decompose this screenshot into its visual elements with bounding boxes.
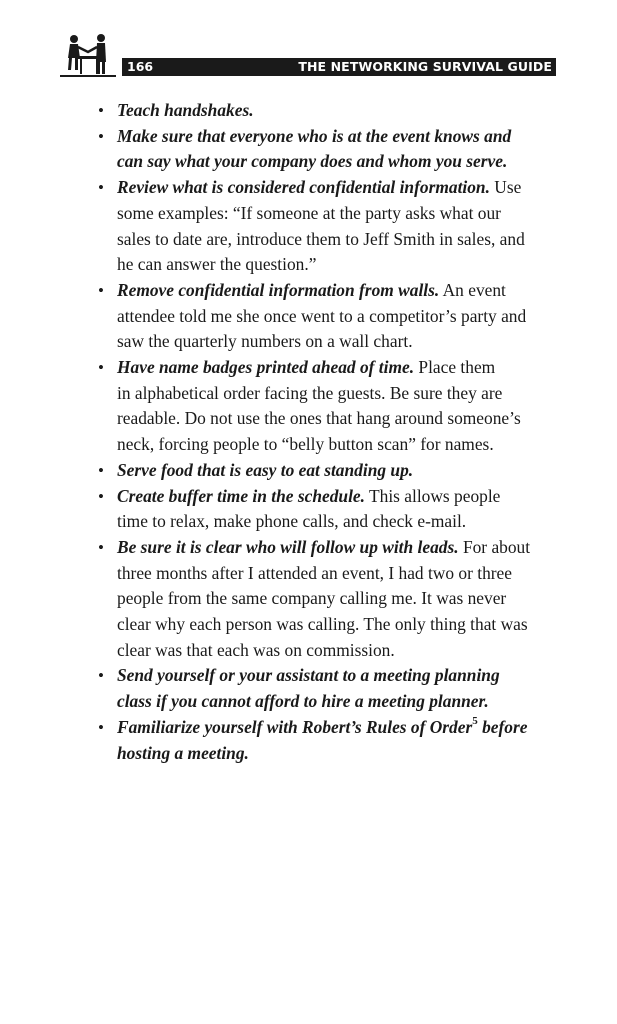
page-number: 166 [127,59,154,74]
text-line [117,715,560,741]
text-line [117,638,560,664]
footnote-marker: 5 [472,715,478,728]
text-line [117,406,560,432]
bullet-icon: • [98,358,104,378]
text-line [117,458,560,484]
body-text: readable. Do not use the ones that hang around someone’s [117,408,521,429]
bullet-list [98,98,560,766]
bullet-icon: • [98,666,104,686]
bullet-icon: • [98,178,104,198]
list-item [98,278,560,355]
emphasis-text: class if you cannot afford to hire a meeting planner. [117,691,489,712]
body-text: saw the quarterly numbers on a wall chart. [117,331,413,352]
list-item [98,715,560,766]
text-line [117,561,560,587]
body-text: attendee told me she once went to a competitor’s party and [117,305,527,326]
text-line [117,149,560,175]
list-item [98,484,560,535]
body-text: three months after I attended an event, I had two or three [117,562,512,583]
text-line [117,535,560,561]
emphasis-text: Review what is considered confidential information. [117,177,490,198]
text-line [117,227,560,253]
body-text: clear was that each was on commission. [117,639,395,660]
emphasis-text: Serve food that is easy to eat standing up. [117,459,414,480]
emphasis-text: before [477,716,528,737]
body-text: sales to date are, introduce them to Jeff Smith in sales, and [117,228,525,249]
text-line [117,201,560,227]
body-text: neck, forcing people to “belly button scan” for names. [117,434,494,455]
text-line [117,124,560,150]
list-item [98,663,560,714]
bullet-icon: • [98,280,104,300]
emphasis-text: Be sure it is clear who will follow up with leads. [117,536,459,557]
list-item [98,535,560,664]
text-line [117,612,560,638]
emphasis-text: can say what your company does and whom you serve. [117,151,508,172]
text-line [117,381,560,407]
bullet-icon: • [98,460,104,480]
body-text: An event [439,279,506,300]
text-line [117,484,560,510]
body-text: he can answer the question.” [117,254,317,275]
text-line [117,689,560,715]
emphasis-text: Familiarize yourself with Robert’s Rules of Order [117,716,473,737]
bullet-icon: • [98,537,104,557]
list-item [98,355,560,458]
body-text: This allows people [364,485,501,506]
text-line [117,509,560,535]
bullet-icon: • [98,126,104,146]
emphasis-text: Create buffer time in the schedule. [117,485,365,506]
body-text: Use [489,177,522,198]
list-item [98,175,560,278]
body-text: people from the same company calling me. It was never [117,588,507,609]
text-line [117,329,560,355]
body-text: in alphabetical order facing the guests. Be sure they are [117,382,503,403]
emphasis-text: Send yourself or your assistant to a meeting planning [117,665,500,686]
list-item [98,98,560,124]
bullet-icon: • [98,717,104,737]
text-line [117,304,560,330]
list-item [98,124,560,175]
body-text: For about [458,536,531,557]
text-line [117,432,560,458]
text-line [117,252,560,278]
emphasis-text: Remove confidential information from walls. [117,279,440,300]
text-line [117,663,560,689]
book-title: THE NETWORKING SURVIVAL GUIDE [298,59,552,74]
text-line [117,98,560,124]
handshake-at-table-icon [60,32,116,78]
emphasis-text: Teach handshakes. [117,100,254,120]
header-bar [122,58,556,76]
bullet-icon: • [98,101,104,120]
emphasis-text: Make sure that everyone who is at the event knows and [117,125,512,146]
page-header [60,32,557,78]
body-text: some examples: “If someone at the party asks what our [117,202,501,223]
bullet-icon: • [98,486,104,506]
text-line [117,355,560,381]
body-text: Place them [414,357,496,378]
text-line [117,741,560,767]
emphasis-text: hosting a meeting. [117,742,249,763]
body-text: time to relax, make phone calls, and check e-mail. [117,511,467,532]
text-line [117,175,560,201]
text-line [117,586,560,612]
list-item [98,458,560,484]
text-line [117,278,560,304]
emphasis-text: Have name badges printed ahead of time. [117,357,415,378]
body-text: clear why each person was calling. The only thing that was [117,614,528,635]
